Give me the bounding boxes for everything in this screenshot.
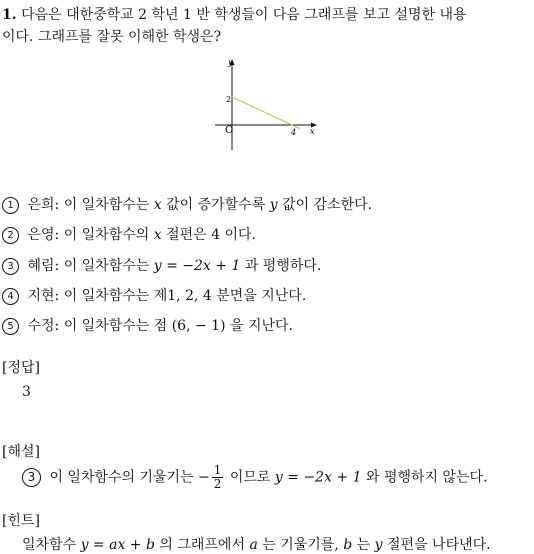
question-line-1 bbox=[2, 6, 467, 24]
hint-label: [힌트] bbox=[2, 513, 40, 529]
option-text: 값이 증가할수록 bbox=[166, 197, 266, 213]
hint-text: 일차함수 bbox=[22, 537, 77, 553]
question-number: 1. bbox=[2, 7, 17, 23]
hint-line bbox=[22, 536, 491, 554]
option-1[interactable]: 1 은희: 이 일차함수는 x 값이 증가할수록 y 값이 감소한다. bbox=[2, 196, 372, 214]
question-text-1: 다음은 대한중학교 2 학년 1 반 학생들이 다음 그래프를 보고 설명한 내용 bbox=[21, 7, 467, 23]
hint-math: y bbox=[374, 537, 383, 553]
hint-text: 는 기울기를, bbox=[262, 537, 339, 553]
explanation-text: 와 평행하지 않는다. bbox=[365, 469, 488, 486]
option-math: y bbox=[269, 197, 278, 213]
explanation-text: 이므로 bbox=[229, 469, 271, 486]
option-mark: 2 bbox=[2, 227, 19, 244]
option-mark: 4 bbox=[2, 288, 19, 305]
explanation-mark: 3 bbox=[22, 468, 41, 487]
hint-math: y = ax + b bbox=[80, 537, 155, 553]
option-text: 이 일차함수는 bbox=[63, 258, 150, 274]
option-2[interactable]: 2 은영: 이 일차함수의 x 절편은 4 이다. bbox=[2, 226, 256, 244]
x-intercept-label: 4 bbox=[291, 128, 297, 137]
option-text: 이 일차함수는 bbox=[63, 197, 150, 213]
hint-text: 절편을 나타낸다. bbox=[387, 537, 491, 553]
option-mark: 3 bbox=[2, 258, 19, 275]
x-axis-label: x bbox=[310, 127, 315, 136]
y-axis-label: y bbox=[228, 58, 233, 67]
option-math: x bbox=[153, 197, 162, 213]
option-text: 과 평행하다. bbox=[244, 258, 322, 274]
option-5[interactable]: 5 수정: 이 일차함수는 점 (6, − 1) 을 지난다. bbox=[2, 317, 293, 335]
graph-line bbox=[231, 97, 299, 129]
answer-value: 3 bbox=[22, 384, 31, 400]
hint-math: a bbox=[249, 537, 258, 553]
option-4[interactable]: 4 지현: 이 일차함수는 제1, 2, 4 분면을 지난다. bbox=[2, 287, 306, 305]
option-math: y = −2x + 1 bbox=[153, 258, 241, 274]
option-text: 절편은 4 이다. bbox=[166, 227, 256, 243]
hint-math: b bbox=[343, 537, 353, 553]
option-3[interactable]: 3 혜림: 이 일차함수는 y = −2x + 1 과 평행하다. bbox=[2, 257, 321, 275]
option-name: 은희 bbox=[27, 197, 55, 213]
option-text: 값이 감소한다. bbox=[282, 197, 373, 213]
y-intercept-label: 2 bbox=[226, 95, 232, 104]
option-text: 이 일차함수는 제1, 2, 4 분면을 지난다. bbox=[63, 288, 307, 304]
explanation-text: 이 일차함수의 기울기는 bbox=[49, 469, 194, 486]
question-line-2: 이다. 그래프를 잘못 이해한 학생은? bbox=[2, 29, 222, 45]
fraction-denominator: 2 bbox=[213, 477, 222, 491]
explanation-line bbox=[22, 464, 488, 491]
hint-text: 는 bbox=[356, 537, 371, 553]
option-name: 지현 bbox=[27, 288, 55, 304]
answer-label: [정답] bbox=[2, 360, 40, 376]
fraction bbox=[212, 464, 224, 491]
fraction-numerator: 1 bbox=[213, 463, 222, 477]
option-name: 혜림 bbox=[27, 258, 55, 274]
option-name: 은영 bbox=[27, 227, 55, 243]
option-text: 이 일차함수는 점 (6, − 1) 을 지난다. bbox=[63, 318, 293, 334]
option-mark: 1 bbox=[2, 197, 19, 214]
explanation-label: [해설] bbox=[2, 444, 40, 460]
explanation-minus: − bbox=[198, 469, 210, 486]
option-math: x bbox=[153, 227, 162, 243]
explanation-math: y = −2x + 1 bbox=[274, 469, 362, 486]
hint-text: 의 그래프에서 bbox=[159, 537, 245, 553]
option-name: 수정 bbox=[27, 318, 55, 334]
origin-label: O bbox=[225, 125, 234, 136]
option-text: 이 일차함수의 bbox=[63, 227, 150, 243]
option-mark: 5 bbox=[2, 318, 19, 335]
line-graph bbox=[205, 55, 325, 155]
